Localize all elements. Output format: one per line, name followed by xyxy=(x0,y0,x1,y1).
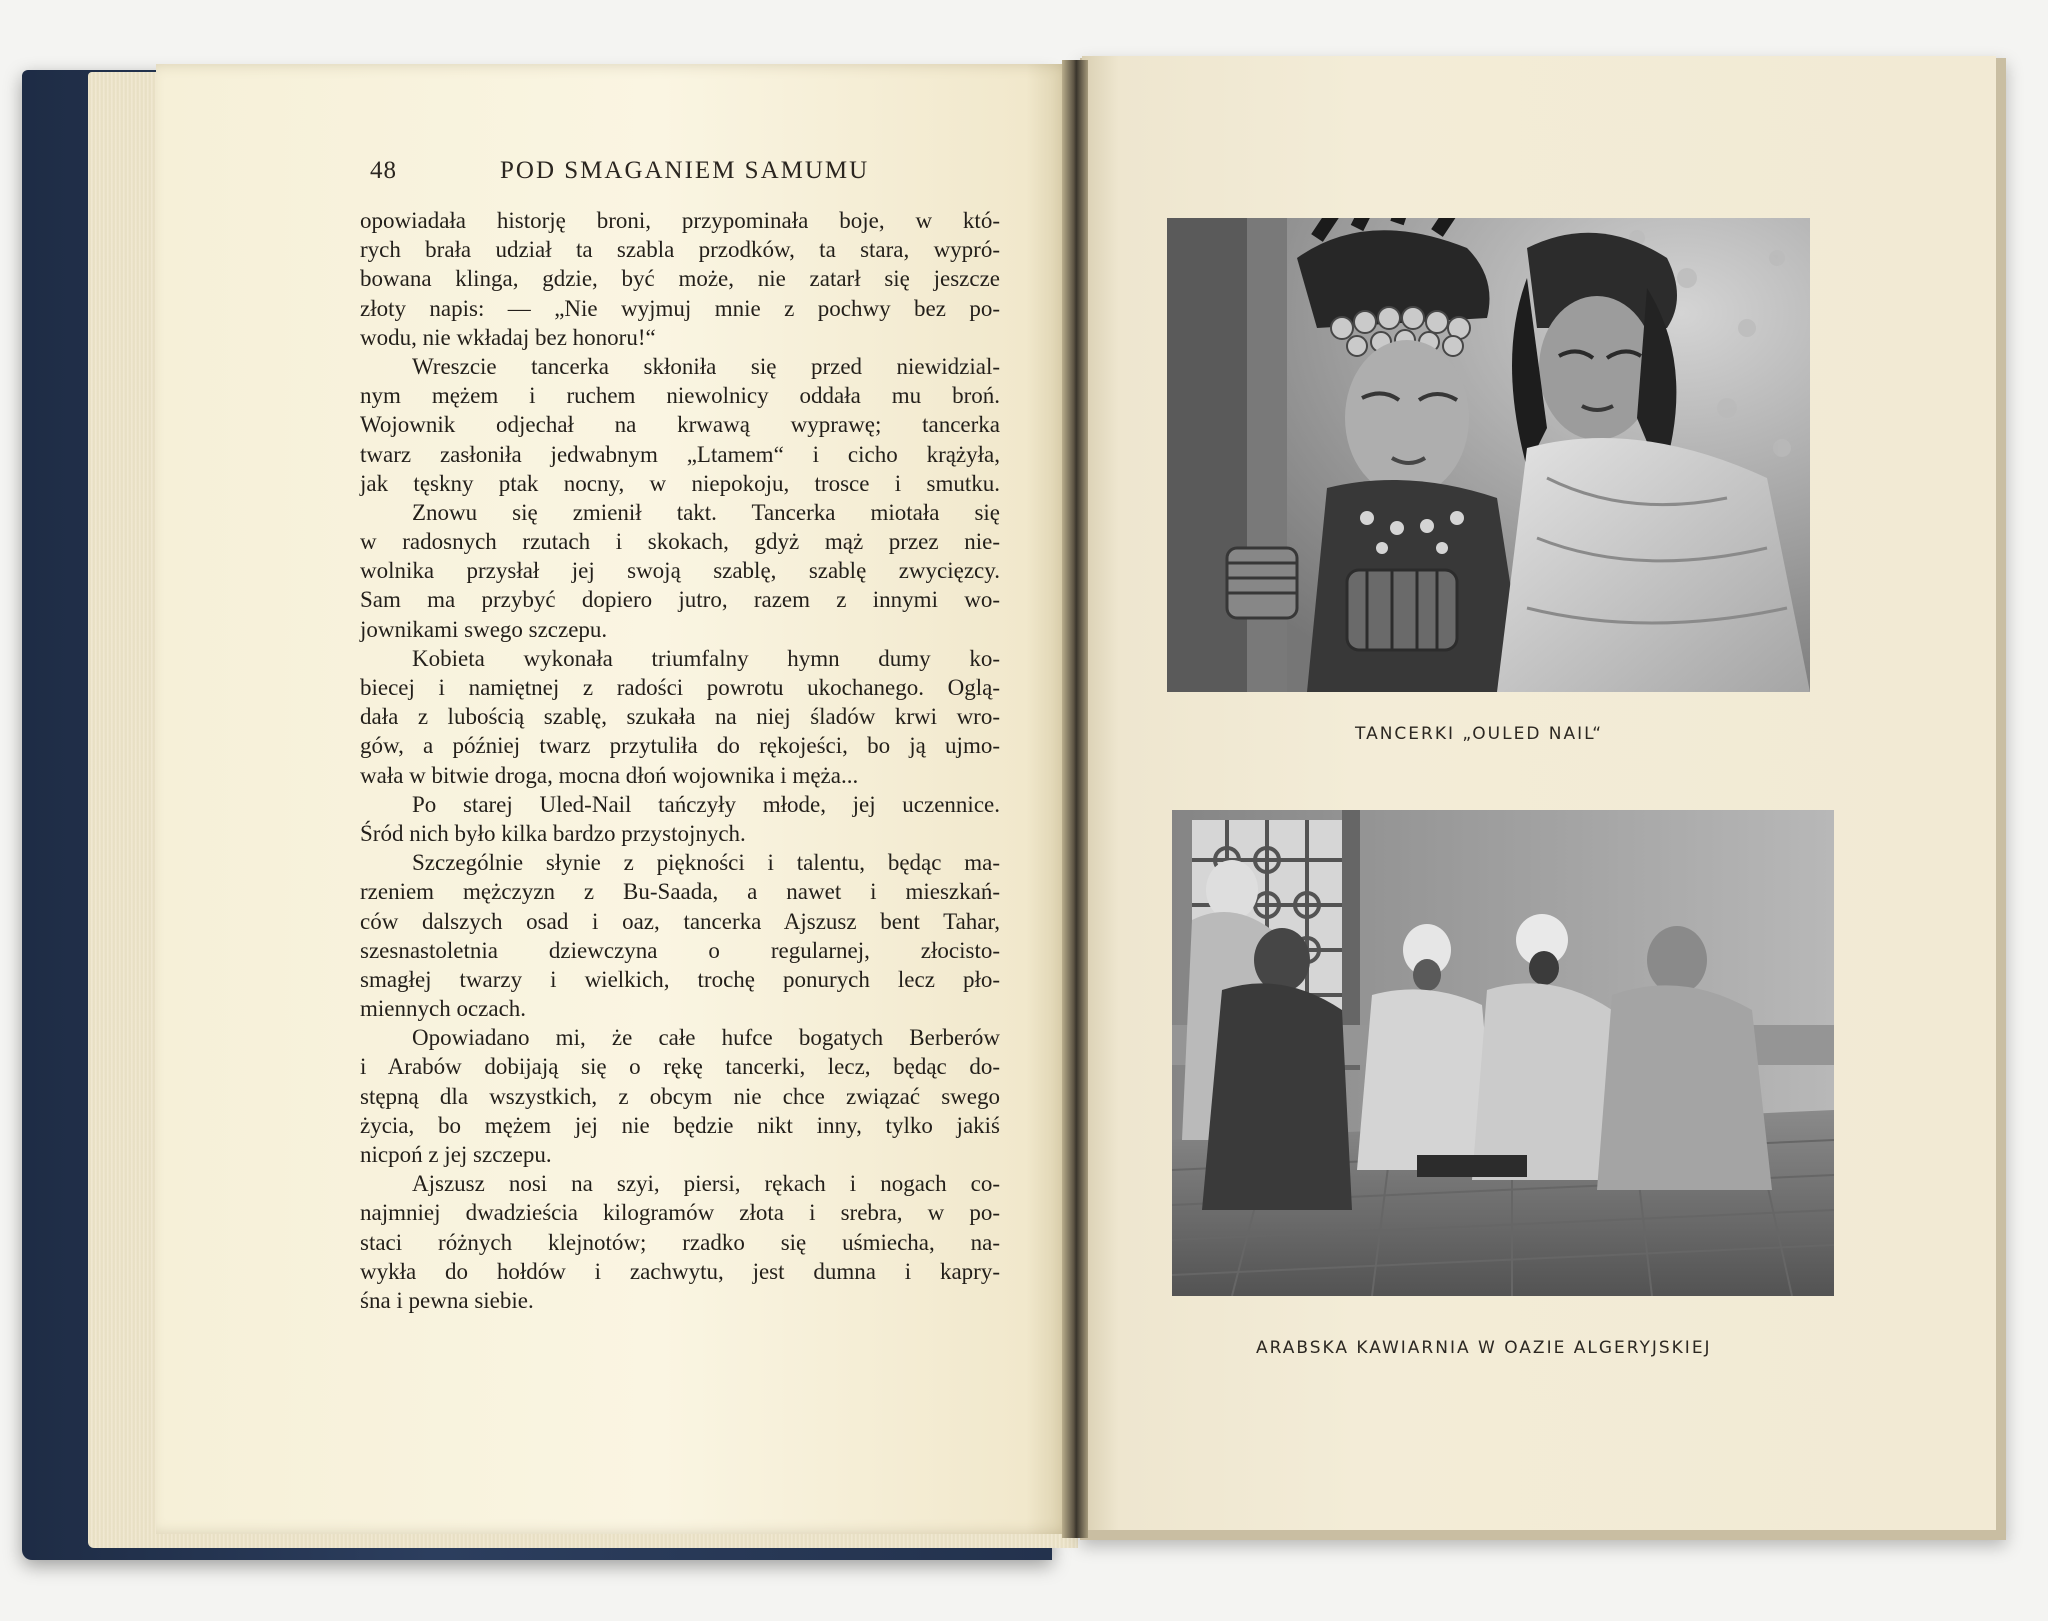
text-line: Śród nich było kilka bardzo przystojnych. xyxy=(360,820,746,846)
text-line: twarz zasłoniła jedwabnym „Ltamem“ i cicho krążyła, xyxy=(360,441,1000,467)
text-line: staci różnych klejnotów; rzadko się uśmiecha, na- xyxy=(360,1229,1000,1255)
text-line: biecej i namiętnej z radości powrotu ukochanego. Oglą- xyxy=(360,675,1000,700)
text-line: stępną dla wszystkich, z obcym nie chce związać swego xyxy=(360,1083,1000,1109)
cafe-photo xyxy=(1172,810,1834,1296)
text-line: Opowiadano mi, że całe hufce bogatych Berberów xyxy=(412,1025,1000,1051)
text-line: jownikami swego szczepu. xyxy=(360,616,608,642)
text-line: ców dalszych osad i oaz, tancerka Ajszusz bent Tahar, xyxy=(360,908,1000,934)
text-line: Szczególnie słynie z piękności i talentu, będąc ma- xyxy=(412,850,1000,876)
text-line: Wreszcie tancerka skłoniła się przed niewidzial- xyxy=(412,353,1000,379)
book-gutter xyxy=(1062,60,1088,1538)
text-line: dała z lubością szablę, szukała na niej śladów krwi wro- xyxy=(360,704,1000,730)
dancers-photo xyxy=(1167,218,1810,692)
text-line: Kobieta wykonała triumfalny hymn dumy ko- xyxy=(412,645,1000,671)
text-line: Po starej Uled-Nail tańczyły młode, jej uczennice. xyxy=(412,791,1000,817)
text-line: szesnastoletnia dziewczyna o regularnej, złocisto- xyxy=(360,937,1000,963)
text-line: nicpoń z jej szczepu. xyxy=(360,1142,552,1167)
text-line: rzeniem mężczyzn z Bu-Saada, a nawet i mieszkań- xyxy=(360,879,1000,905)
text-line: smagłej twarzy i wielkich, trochę ponurych lecz pło- xyxy=(360,966,1000,992)
text-line: i Arabów dobijają się o rękę tancerki, lecz, będąc do- xyxy=(360,1054,1000,1080)
text-line: Ajszusz nosi na szyi, piersi, rękach i nogach co- xyxy=(412,1171,1000,1197)
text-line: Wojownik odjechał na krwawą wyprawę; tancerka xyxy=(360,412,1000,438)
cafe-photo-art xyxy=(1172,810,1834,1296)
text-line: jak tęskny ptak nocny, w niepokoju, trosce i smutku. xyxy=(360,470,1000,496)
text-line: w radosnych rzutach i skokach, gdyż mąż przez nie- xyxy=(360,529,1000,555)
text-line: śna i pewna siebie. xyxy=(360,1287,534,1313)
text-line: wała w bitwie droga, mocna dłoń wojownika i męża... xyxy=(360,762,859,788)
page-number: 48 xyxy=(370,157,397,184)
text-line: wykła do hołdów i zachwytu, jest dumna i kapry- xyxy=(360,1258,1000,1284)
text-line: złoty napis: — „Nie wyjmuj mnie z pochwy bez po- xyxy=(360,295,1000,321)
text-line: Znowu się zmienił takt. Tancerka miotała się xyxy=(412,499,1000,525)
text-line: gów, a później twarz przytuliła do rękojeści, bo ją ujmo- xyxy=(360,733,1000,759)
text-line: rych brała udział ta szabla przodków, ta stara, wypró- xyxy=(360,237,1000,263)
text-line: opowiadała historję broni, przypominała boje, w któ- xyxy=(360,208,1000,233)
text-line: wodu, nie wkładaj bez honoru!“ xyxy=(360,324,656,350)
dancers-photo-art xyxy=(1167,218,1810,692)
text-line: najmniej dwadzieścia kilogramów złota i srebra, w po- xyxy=(360,1200,1000,1226)
text-line: wolnika przysłał jej swoją szablę, szablę zwycięzcy. xyxy=(360,558,1000,584)
text-line: bowana klinga, gdzie, być może, nie zatarł się jeszcze xyxy=(360,266,1000,292)
caption-cafe: ARABSKA KAWIARNIA W OAZIE ALGERYJSKIEJ xyxy=(1256,1338,1712,1358)
body-text xyxy=(360,206,1000,1315)
text-line: Sam ma przybyć dopiero jutro, razem z innymi wo- xyxy=(360,587,1000,613)
running-head: POD SMAGANIEM SAMUMU xyxy=(500,157,870,184)
text-line: życia, bo mężem jej nie będzie nikt inny, tylko jakiś xyxy=(360,1112,1000,1138)
text-line: nym mężem i ruchem niewolnicy oddała mu broń. xyxy=(360,383,1000,409)
caption-dancers: TANCERKI „OULED NAIL“ xyxy=(1355,724,1604,744)
text-line: miennych oczach. xyxy=(360,996,527,1022)
